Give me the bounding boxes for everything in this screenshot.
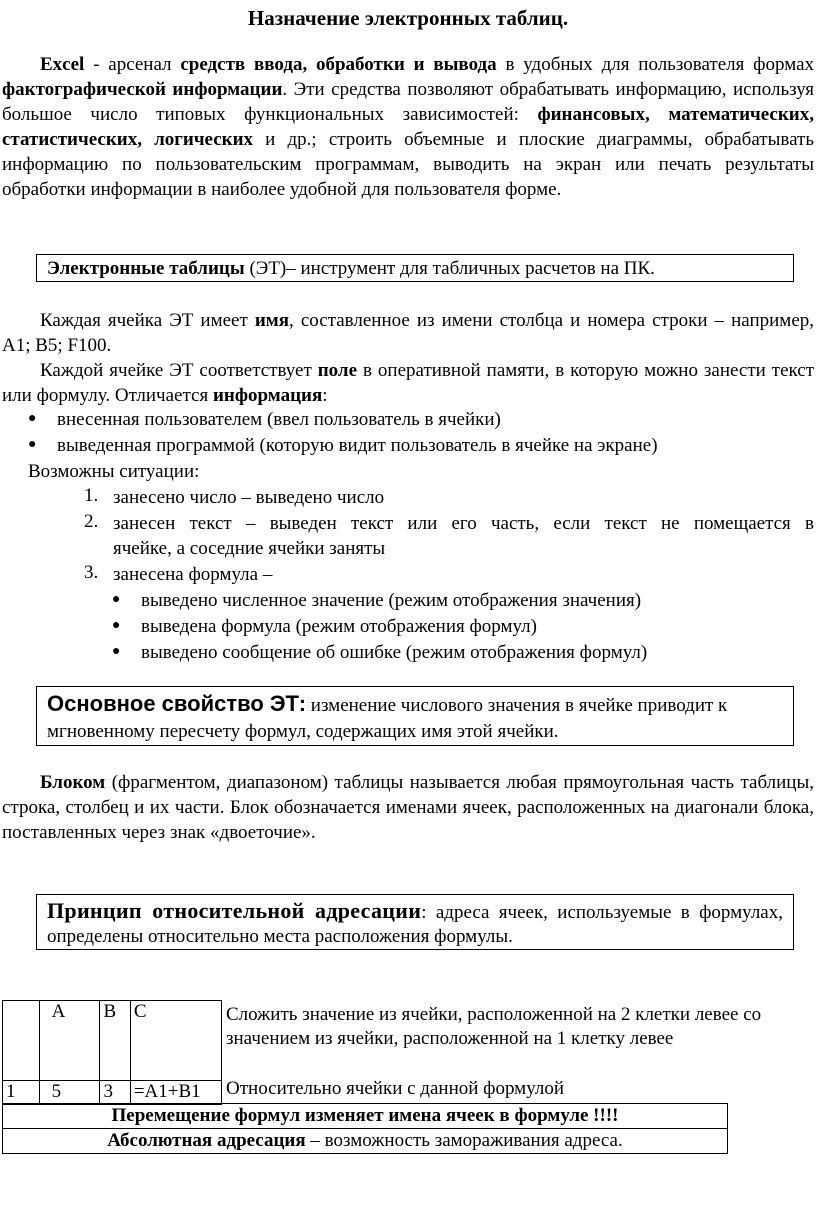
bullet-icon: ● [28, 411, 37, 426]
list-item: выведена формула (режим отображения формул) [141, 616, 537, 637]
bullet-icon: ● [112, 592, 121, 607]
page-title: Назначение электронных таблиц. [247, 6, 569, 30]
list-item: выведено численное значение (режим отображения значения) [141, 590, 642, 611]
definition-box: Электронные таблицы (ЭТ)– инструмент для табличных расчетов на ПК. [36, 254, 794, 282]
table-cell-c1: =A1+B1 [130, 1081, 221, 1105]
list-number: 1. [84, 485, 99, 506]
table-cell-a1: 5 [39, 1081, 100, 1105]
table-header-row [3, 1001, 222, 1081]
excel-term: Excel [40, 54, 85, 75]
intro-paragraph: Excel - арсенал средств ввода, обработки и вывода в удобных для пользователя формах фактографической информации. Эти средства позволяют обрабатывать информацию, используя большое число типовых функциональных зависимостей: финансовых, математических, статистических, логических и др.; строить объемные и плоские диаграммы, обрабатывать информацию по пользовательским программам, выводить на экран или печать результаты обработки информации в наиболее удобной для пользователя форме. [2, 54, 815, 200]
example-table [2, 1000, 222, 1105]
relative-addressing-box: Принцип относительной адресации: адреса ячеек, используемые в формулах, определены относительно места расположения формулы. [36, 894, 794, 950]
situations-label: Возможны ситуации: [28, 461, 200, 482]
absolute-addressing-box: Абсолютная адресация – возможность замораживания адреса. [2, 1128, 728, 1154]
list-item: занесен текст – выведен текст или его часть, если текст не помещается в [113, 513, 814, 534]
row-header-1: 1 [3, 1081, 40, 1105]
bullet-icon: ● [28, 437, 37, 452]
list-item: внесенная пользователем (ввел пользователь в ячейки) [57, 409, 501, 430]
cell-name-paragraph: Каждая ячейка ЭТ имеет имя, составленное из имени столбца и номера строки – например, А1; В5; F100. [2, 310, 815, 356]
list-number: 3. [84, 562, 99, 583]
table-corner-cell [3, 1001, 40, 1081]
column-header-c: C [130, 1001, 221, 1081]
list-item-continued: ячейке, а соседние ячейки заняты [113, 538, 386, 559]
cell-field-paragraph: Каждой ячейке ЭТ соответствует поле в оперативной памяти, в которую можно занести текст или формулу. Отличается информация: [2, 360, 814, 406]
list-item: занесено число – выведено число [113, 487, 385, 508]
list-number: 2. [84, 511, 99, 532]
table-row [3, 1081, 222, 1105]
column-header-b: B [100, 1001, 130, 1081]
list-item: занесена формула – [113, 564, 273, 585]
main-property-box: Основное свойство ЭТ: изменение числового значения в ячейке приводит к мгновенному пересчету формул, содержащих имя этой ячейки. [36, 686, 794, 746]
bullet-icon: ● [112, 618, 121, 633]
move-rule-box: Перемещение формул изменяет имена ячеек в формуле !!!! [2, 1103, 728, 1129]
column-header-a: A [39, 1001, 100, 1081]
list-item: выведено сообщение об ошибке (режим отображения формул) [141, 642, 648, 663]
table-note: Сложить значение из ячейки, расположенной на 2 клетки левее со значением из ячейки, расположенной на 1 клетку левее [226, 1004, 762, 1049]
table-note-row: Относительно ячейки с данной формулой [226, 1078, 565, 1099]
table-cell-b1: 3 [100, 1081, 130, 1105]
block-paragraph: Блоком (фрагментом, диапазоном) таблицы называется любая прямоугольная часть таблицы, строка, столбец и их части. Блок обозначается именами ячеек, расположенных на диагонали блока, поставленных через знак «двоеточие». [2, 772, 814, 843]
list-item: выведенная программой (которую видит пользователь в ячейке на экране) [57, 435, 658, 456]
bullet-icon: ● [112, 644, 121, 659]
